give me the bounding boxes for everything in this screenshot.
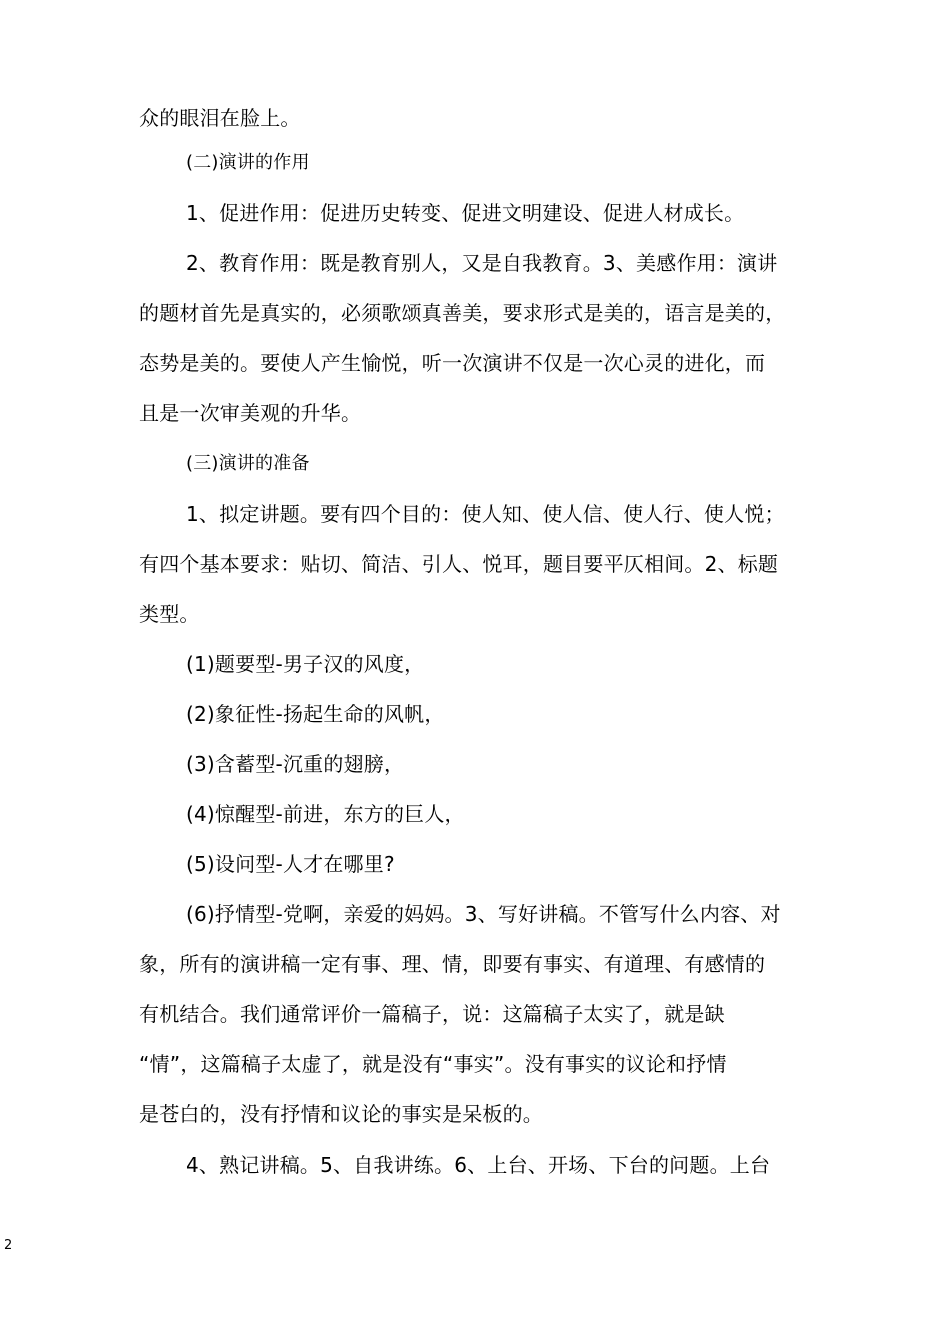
list-item-3: (3)含蓄型-沉重的翅膀， <box>186 752 405 776</box>
text-line-11: 类型。 <box>139 602 200 626</box>
text-line-7: 且是一次审美观的升华。 <box>139 401 362 425</box>
text-line-21: 是苍白的，没有抒情和议论的事实是呆板的。 <box>139 1102 543 1126</box>
list-item-4: (4)惊醒型-前进，东方的巨人， <box>186 802 465 826</box>
section-heading-2: (二)演讲的作用 <box>186 152 310 173</box>
text-line-6: 态势是美的。要使人产生愉悦，听一次演讲不仅是一次心灵的进化，而 <box>139 351 766 375</box>
list-item-5: (5)设问型-人才在哪里? <box>186 852 395 876</box>
text-line-1: 众的眼泪在脸上。 <box>139 106 301 130</box>
text-line-20: “情”，这篇稿子太虚了，就是没有“事实”。没有事实的议论和抒情 <box>139 1052 727 1076</box>
list-item-1: (1)题要型-男子汉的风度， <box>186 652 425 676</box>
text-line-22: 4、熟记讲稿。5、自我讲练。6、上台、开场、下台的问题。上台 <box>186 1153 771 1177</box>
text-line-18: 象，所有的演讲稿一定有事、理、情，即要有事实、有道理、有感情的 <box>139 952 766 976</box>
page-number: 2 <box>4 1238 13 1253</box>
text-line-3: 1、促进作用：促进历史转变、促进文明建设、促进人材成长。 <box>186 201 745 225</box>
text-line-10: 有四个基本要求：贴切、简洁、引人、悦耳，题目要平仄相间。2、标题 <box>139 552 779 576</box>
list-item-2: (2)象征性-扬起生命的风帆， <box>186 702 445 726</box>
text-line-9: 1、拟定讲题。要有四个目的：使人知、使人信、使人行、使人悦； <box>186 502 785 526</box>
text-line-5: 的题材首先是真实的，必须歌颂真善美，要求形式是美的，语言是美的， <box>139 301 786 325</box>
list-item-6: (6)抒情型-党啊，亲爱的妈妈。3、写好讲稿。不管写什么内容、对 <box>186 902 781 926</box>
section-heading-3: (三)演讲的准备 <box>186 453 310 474</box>
text-line-19: 有机结合。我们通常评价一篇稿子，说：这篇稿子太实了，就是缺 <box>139 1002 725 1026</box>
text-line-4: 2、教育作用：既是教育别人，又是自我教育。3、美感作用：演讲 <box>186 251 778 275</box>
